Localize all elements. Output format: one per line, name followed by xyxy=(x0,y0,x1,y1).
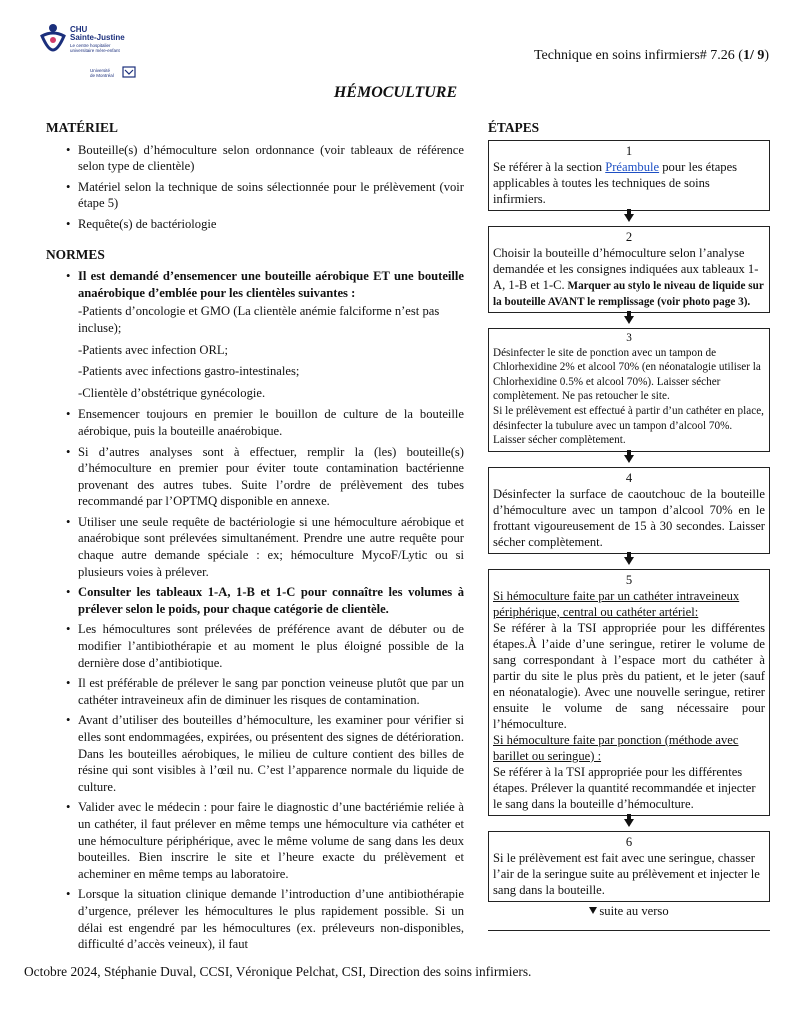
down-arrow-icon xyxy=(488,211,770,226)
udem-crest-icon xyxy=(122,66,136,78)
technique-ref-suffix: ) xyxy=(764,48,769,63)
page-indicator: 1/ 9 xyxy=(742,48,765,63)
continued-label: suite au verso xyxy=(599,903,669,918)
logo-subtitle-1: Le centre hospitalier xyxy=(70,43,111,48)
step-2-box xyxy=(488,226,770,313)
step-5-heading-2: Si hémoculture faite par ponction (méthode avec barillet ou seringue) : xyxy=(493,732,739,763)
down-arrow-icon xyxy=(488,816,770,831)
normes-heading: NORMES xyxy=(46,246,105,262)
norme-item: • Avant d’utiliser des bouteilles d’hémoculture, les examiner pour vérifier si elles sont endommagées, expirées, ou présentent des signes de détérioration. Dans les bouteilles aérobiques, le milieu de culture contient des billes de résine qui sont visibles à l’œil nu. C’est l’apparence normale du liquide de culture. xyxy=(78,712,464,795)
norme-item: • Les hémocultures sont prélevées de préférence avant de débuter ou de modifier l’antibiothérapie et au moment le plus éloigné possible de la dernière dose d’antibiotique. xyxy=(78,621,464,671)
norme-subitem: -Patients d’oncologie et GMO (La clientèle anémie falciforme n’est pas incluse); xyxy=(78,304,440,335)
normes-list xyxy=(78,268,464,953)
step-5-box xyxy=(488,569,770,816)
norme-item xyxy=(78,268,464,401)
udem-text-2: de Montréal xyxy=(90,73,114,78)
footer-credits: Octobre 2024, Stéphanie Duval, CCSI, Véronique Pelchat, CSI, Direction des soins infirmiers. xyxy=(24,964,532,979)
preambule-link[interactable]: Préambule xyxy=(605,160,660,174)
norme-item: • Utiliser une seule requête de bactériologie si une hémoculture aérobique et anaérobique sont prélevées simultanément. Prendre une autre requête pour chaque autre demande spéciale : ex; hémoculture MycoF/Lytic ou si plusieurs voies à prélever. xyxy=(78,514,464,580)
norme-subitem: -Patients avec infections gastro-intestinales; xyxy=(78,364,300,379)
step-2-bold-text: Marquer au stylo le niveau de liquide sur la bouteille AVANT le remplissage (voir photo page 3). xyxy=(493,280,764,308)
document-title: HÉMOCULTURE xyxy=(333,84,458,101)
norme-subitem: -Clientèle d’obstétrique gynécologie. xyxy=(78,385,266,400)
norme-item: • Si d’autres analyses sont à effectuer, remplir la (les) bouteille(s) d’hémoculture en premier pour éviter toute contamination bactérienne provenant des autres tubes. Suite l’ordre de prélèvement des tubes recommandé par l’OPTMQ disponible en annexe. xyxy=(78,444,464,510)
step-number: 3 xyxy=(626,332,632,344)
etapes-heading: ÉTAPES xyxy=(488,120,540,135)
step-number: 2 xyxy=(625,230,633,244)
step-4-box xyxy=(488,467,770,554)
logo-sainte-justine-text: Sainte-Justine xyxy=(70,33,125,42)
step-2-text xyxy=(493,245,765,309)
norme-item-bold: Il est demandé d’ensemencer une bouteille aérobique ET une bouteille anaérobique d’emblée pour les clientèles suivantes : xyxy=(78,269,464,300)
norme-item xyxy=(78,584,464,617)
step-6-text: Si le prélèvement est fait avec une seringue, chasser l’air de la seringue suite au prélèvement et injecter le sang dans la bouteille. xyxy=(493,850,760,897)
step-3-box xyxy=(488,328,770,452)
materiel-item: • Matériel selon la technique de soins sélectionnée pour le prélèvement (voir étape 5) xyxy=(78,179,464,212)
step-6-box xyxy=(488,831,770,902)
step-1-text-after: pour les étapes applicables à toutes les techniques de soins infirmiers. xyxy=(493,160,738,206)
norme-item: • Ensemencer toujours en premier le bouillon de culture de la bouteille aérobique, puis la bouteille anaérobique. xyxy=(78,406,464,439)
norme-item-bold: Consulter les tableaux 1-A, 1-B et 1-C pour connaître les volumes à prélever selon le poids, pour chaque catégorie de clientèle. xyxy=(78,585,464,616)
step-3-text-1: Désinfecter le site de ponction avec un tampon de Chlorhexidine 2% et alcool 70% (en néonatalogie utiliser la Chlorhexidine 0.5% et alcool 70%). Laisser sécher complètement. Ne pas retoucher le site. xyxy=(493,346,761,403)
down-arrow-icon xyxy=(589,907,597,914)
materiel-list xyxy=(78,142,464,233)
materiel-item: • Bouteille(s) d’hémoculture selon ordonnance (voir tableaux de référence selon type de clientèle) xyxy=(78,142,464,175)
norme-item: • Lorsque la situation clinique demande l’introduction d’une antibiothérapie d’urgence, prélever les hémocultures le plus rapidement possible. Si un délai est engendré par les hémocultures (ex. préleveurs non-disponibles, difficulté d’accès veineux), il faut xyxy=(78,886,464,952)
step-3-text-2: Si le prélèvement est effectué à partir d’un cathéter en place, désinfecter la tubulure avec un tampon d’alcool 70%. Laisser sécher complètement. xyxy=(493,404,764,447)
column-divider-line xyxy=(488,930,770,931)
chu-logo-icon xyxy=(38,22,68,52)
chu-sainte-justine-logo xyxy=(38,22,148,84)
step-2-text-main: Choisir la bouteille d’hémoculture selon l’analyse demandée et les consignes indiquées aux tableaux 1-A, 1-B et 1-C. xyxy=(493,246,759,292)
step-1-text xyxy=(493,159,765,207)
norme-item: • Valider avec le médecin : pour faire le diagnostic d’une bactériémie reliée à un cathéter, il faut prélever en même temps une hémoculture via cathéter et une hémoculture périphérique, avec le même volume de sang dans les deux bouteilles. Bien inscrire le site et l’heure exacte du prélèvement et acheminer en même temps au laboratoire. xyxy=(78,799,464,882)
technique-ref-prefix: Technique en soins infirmiers# 7.26 ( xyxy=(533,48,743,63)
down-arrow-icon xyxy=(488,452,770,467)
step-4-text: Désinfecter la surface de caoutchouc de la bouteille d’hémoculture avec un tampon d’alcool 70% en le frottant vigoureusement de 15 à 30 secondes. Laisser sécher complètement. xyxy=(493,486,765,549)
step-5-heading-1: Si hémoculture faite par un cathéter intraveineux périphérique, central ou cathéter artériel: xyxy=(493,588,740,619)
step-5-text-1: Se référer à la TSI appropriée pour les différentes étapes.À l’aide d’une seringue, retirer le volume de sang correspondant à l’espace mort du cathéter à partir du site le plus près du patient, et le jeter (sauf en néonatalogie). Avec une nouvelle seringue, retirer ensuite le volume de sang nécessaire pour l’hémoculture. xyxy=(493,620,765,731)
step-1-text-before: Se référer à la section xyxy=(493,160,606,174)
left-column xyxy=(46,120,464,957)
step-number: 5 xyxy=(625,572,633,587)
continued-on-back xyxy=(488,904,770,919)
step-number: 4 xyxy=(625,470,633,485)
technique-reference xyxy=(534,48,769,64)
right-column xyxy=(488,120,770,919)
down-arrow-icon xyxy=(488,554,770,569)
step-1-box xyxy=(488,140,770,211)
materiel-item: • Requête(s) de bactériologie xyxy=(78,216,464,233)
logo-subtitle-2: universitaire mère-enfant xyxy=(70,48,120,53)
udem-text-1: Université xyxy=(90,68,111,73)
materiel-heading: MATÉRIEL xyxy=(46,120,118,135)
step-number: 6 xyxy=(625,834,633,849)
norme-subitem: -Patients avec infection ORL; xyxy=(78,342,229,357)
step-number: 1 xyxy=(625,144,633,158)
step-5-text-2: Se référer à la TSI appropriée pour les différentes étapes. Prélever la quantité recommandée et injecter le sang dans la bouteille d’hémoculture. xyxy=(493,764,756,811)
norme-item: • Il est préférable de prélever le sang par ponction veineuse plutôt que par un cathéter intraveineux afin de diminuer les risques de contamination. xyxy=(78,675,464,708)
down-arrow-icon xyxy=(488,313,770,328)
logo-chu-text: CHU xyxy=(70,25,88,34)
